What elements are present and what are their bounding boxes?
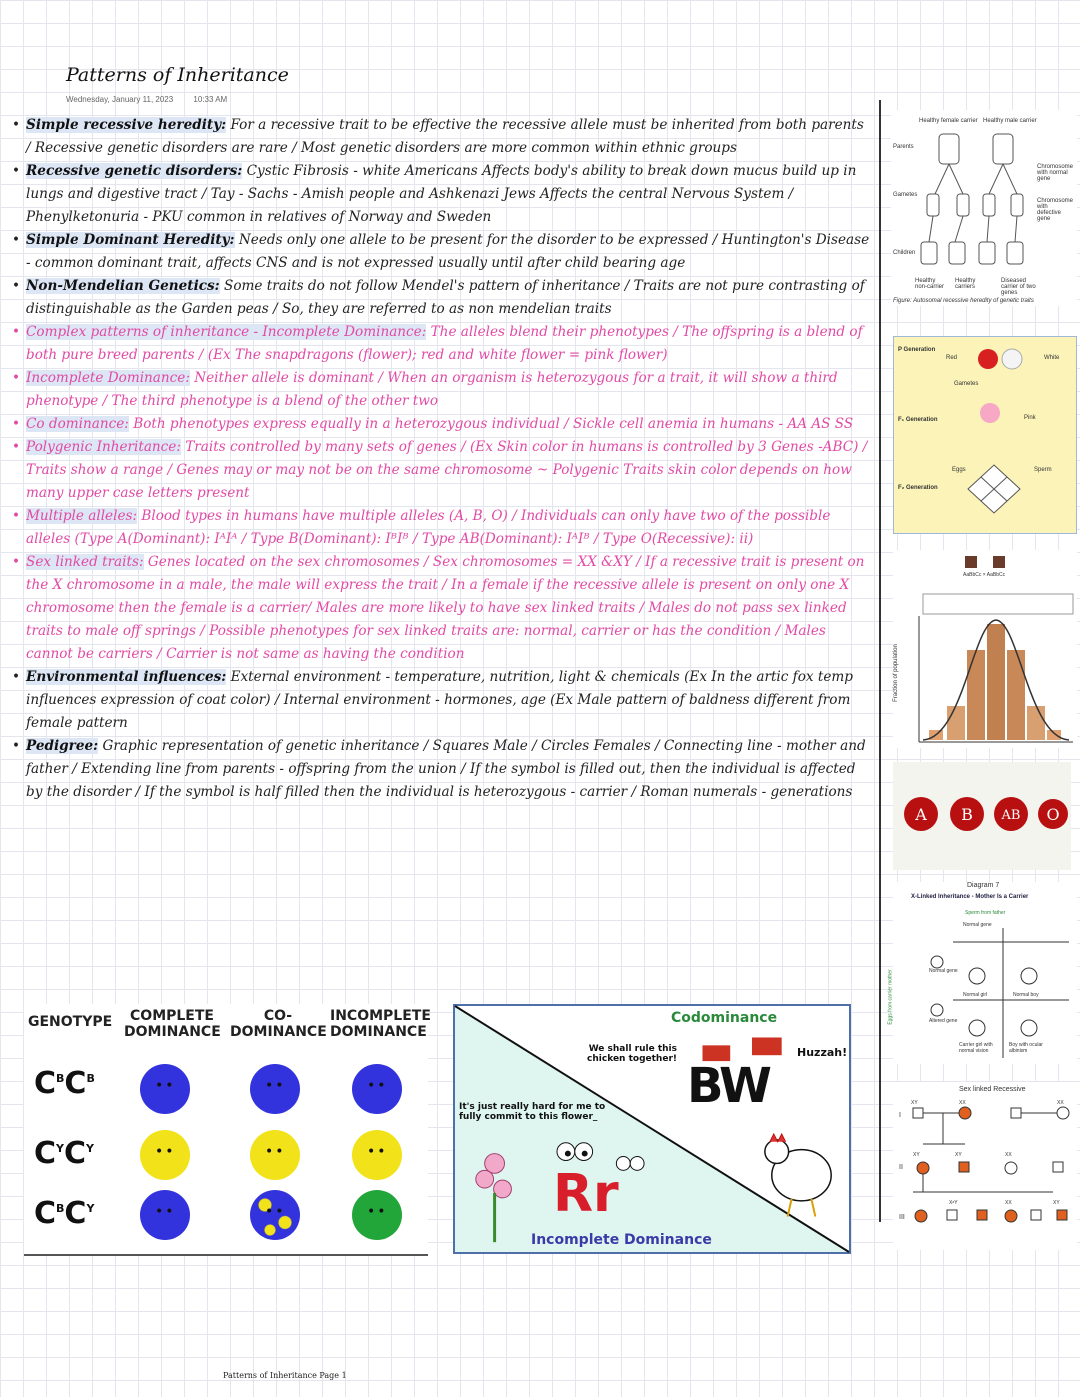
cell-albinism-boy: Boy with ocular albinism (1009, 1042, 1043, 1054)
pedigree-genotype-4: XY (913, 1152, 920, 1158)
pink-label: Pink (1024, 415, 1036, 421)
note-term: Co dominance: (26, 416, 129, 432)
svg-text:A: A (915, 805, 927, 824)
note-text: Neither allele is dominant / When an organism is heterozygous for a trait, it will show a third phenotype / The third phenotype is a blend of the other two (26, 370, 838, 409)
note-codominance (10, 413, 870, 436)
yellow-flower-incomplete (352, 1130, 402, 1180)
note-term: Polygenic Inheritance: (26, 439, 181, 455)
note-text: Graphic representation of genetic inheritance / Squares Male / Circles Females / Connecting line - mother and father / Extending line from parents - offspring from the union / If the symbol is filled out, then the individual is affected by the disorder / If the symbol is half filled then the individual is heterozygous - carrier / Roman numerals - generations (26, 738, 866, 800)
note-term: Multiple alleles: (26, 508, 138, 524)
note-text: Genes located on the sex chromosomes / Sex chromosomes = XX &XY / If a recessive trait is present on the X chromosome in a male, the male will express the trait / In a female if the recessive allele is present on only one X chromosome then the female is a carrier/ Males are more likely to have sex linked traits / Males do not pass sex linked traits to male off springs / Possible phenotypes for sex linked traits are: normal, carrier or has the condition / Males cannot be carriers / Carrier is not same as having the condition (26, 554, 865, 662)
polygenic-ylabel: Fraction of population (892, 644, 899, 702)
page-date: Wednesday, January 11, 2023 (66, 95, 174, 104)
svg-text:O: O (1046, 805, 1060, 824)
note-environmental (10, 666, 870, 735)
note-text: The alleles blend their phenotypes / The offspring is a blend of both pure breed parents / (Ex The snapdragons (flower); red and white flower = pink flower) (26, 324, 863, 363)
row-label-gametes: Gametes (893, 192, 918, 198)
codominance-title: Codominance (671, 1010, 778, 1026)
genotype-row-1: $C^BC^B$ (34, 1066, 95, 1101)
p-generation-label: P Generation (898, 347, 936, 353)
genotype-row-2: $C^YC^Y$ (34, 1136, 94, 1171)
note-text: Traits controlled by many sets of genes / (Ex Skin color in humans is controlled by 3 Genes -ABC) / Traits show a range / Genes may or may not be on the same chromosome ~ Polygenic Traits skin color depends on how many upper case letters present (26, 439, 868, 501)
note-term: Pedigree: (26, 738, 99, 754)
parent-label-female: Healthy female carrier (919, 118, 978, 124)
svg-text:B: B (961, 805, 973, 824)
sex-linked-pedigree (893, 1082, 1077, 1250)
note-simple-dominant (10, 229, 870, 275)
note-term: Simple recessive heredity: (26, 117, 227, 133)
chromosome-diagram (921, 130, 1031, 280)
green-flower-incomplete (352, 1190, 402, 1240)
x-linked-inheritance-diagram (887, 882, 1077, 1064)
column-divider (879, 100, 881, 1222)
blood-type-antigens-image (893, 762, 1071, 870)
page-time: 10:33 AM (193, 95, 228, 104)
generation-i: I (899, 1112, 901, 1119)
recessive-heredity-diagram (891, 110, 1077, 306)
note-text: Some traits do not follow Mendel's pattern of inheritance / Traits are not pure contrasting of distinguishable as the Garden peas / So, they are referred to as non mendelian traits (26, 278, 865, 317)
note-text: For a recessive trait to be effective the recessive allele must be inherited from both parents / Recessive genetic disorders are rare / Most genetic disorders are more common within ethnic groups (26, 117, 864, 156)
huzzah-text: Huzzah! (797, 1046, 848, 1059)
blue-flower-complete-het (140, 1190, 190, 1240)
page-footer: Patterns of Inheritance Page 1 (223, 1371, 347, 1380)
f2-generation-label: F₂ Generation (898, 485, 938, 491)
pedigree-genotype-3: XX (1057, 1100, 1064, 1106)
polygenic-distribution-chart (893, 550, 1077, 748)
genotype-dominance-image (24, 1004, 431, 1256)
recessive-caption: Figure: Autosomal recessive heredity of genetic traits (893, 298, 1034, 304)
codominance-header: CO- DOMINANCE (230, 1008, 327, 1040)
note-text: Needs only one allele to be present for the disorder to be expressed / Huntington's Disease - common dominant trait, affects CNS and is not expressed usually until after child bearing age (26, 232, 870, 271)
pedigree-title: Sex linked Recessive (959, 1086, 1026, 1093)
rr-letters: Rr (553, 1164, 619, 1224)
spotted-flower-co (250, 1190, 300, 1240)
note-text: Cystic Fibrosis - white Americans Affects body's ability to break down mucus build up in lungs and digestive tract / Tay - Sachs - Amish people and Ashkenazi Jews Affects the central Nervous System / Phenylketonuria - PKU common in relatives of Norway and Sweden (26, 163, 857, 225)
pedigree-genotype-5: XY (955, 1152, 962, 1158)
parent-label-male: Healthy male carrier (983, 118, 1037, 124)
note-term: Environmental influences: (26, 669, 227, 685)
note-text: Blood types in humans have multiple alleles (A, B, O) / Individuals can only have two of the possible alleles (Type A(Dominant): IᴬIᴬ / Type B(Dominant): IᴮIᴮ / Type AB(Dominant): IᴬIᴮ / Type O(Recessive): ii) (26, 508, 831, 547)
blood-cells (893, 762, 1071, 870)
note-term: Incomplete Dominance: (26, 370, 190, 386)
pedigree-genotype-8: XX (1005, 1200, 1012, 1206)
cartoon-background (455, 1006, 849, 1252)
snapdragon-flowers (894, 337, 1078, 535)
gametes-label: Gametes (954, 381, 979, 387)
xlinked-title: X-Linked Inheritance - Mother Is a Carrier (911, 894, 1029, 900)
bw-letters: BW (687, 1058, 770, 1114)
notes-list (10, 114, 870, 804)
bell-curve (893, 550, 1077, 748)
red-label: Red (946, 355, 958, 361)
note-term: Non-Mendelian Genetics: (26, 278, 220, 294)
note-simple-recessive (10, 114, 870, 160)
page-datestamp (66, 95, 245, 104)
normal-gene-label: Normal gene (963, 922, 992, 928)
note-complex-patterns (10, 321, 870, 367)
pedigree-genotype-9: XY (1053, 1200, 1060, 1206)
genotype-row-3: $C^BC^Y$ (34, 1196, 95, 1231)
blue-flower-incomplete (352, 1064, 402, 1114)
incomplete-quote: It's just really hard for me to fully commit to this flower_ (459, 1102, 606, 1122)
generation-iii: III (899, 1214, 905, 1221)
row-label-parents: Parents (893, 144, 914, 150)
note-term: Simple Dominant Heredity: (26, 232, 235, 248)
svg-text:AB: AB (1001, 808, 1021, 823)
complete-dominance-header: COMPLETE DOMINANCE (124, 1008, 221, 1040)
codominance-cartoon (453, 1004, 851, 1254)
row-label-children: Children (893, 250, 916, 256)
note-incomplete-dominance (10, 367, 870, 413)
cell-normal-boy: Normal boy (1013, 992, 1039, 998)
xlinked-grid (893, 882, 1077, 1064)
genotype-header: GENOTYPE (28, 1014, 113, 1030)
note-term: Complex patterns of inheritance - Incomplete Dominance: (26, 324, 427, 340)
child-label-diseased: Diseased carrier of two genes (1001, 278, 1036, 296)
note-text: External environment - temperature, nutrition, light & chemicals (Ex In the artic fox temp influences expression of coat color) / Internal environment - hormones, age (Ex Male pattern of baldness different from female pattern (26, 669, 853, 731)
child-label-carriers: Healthy carriers (955, 278, 976, 290)
note-term: Sex linked traits: (26, 554, 144, 570)
page-title: Patterns of Inheritance (66, 64, 289, 86)
pedigree-genotype-7: XᵃY (949, 1200, 958, 1206)
incomplete-dominance-header: INCOMPLETE DOMINANCE (330, 1008, 431, 1040)
polygenic-cross: AaBbCc × AaBbCc (963, 572, 1006, 578)
note-non-mendelian (10, 275, 870, 321)
note-pedigree (10, 735, 870, 804)
eggs-from-mother: Eggs from carrier mother (887, 969, 894, 1025)
legend-defective-gene: Chromosome with defective gene (1037, 198, 1074, 222)
generation-ii: II (899, 1164, 903, 1171)
pedigree-genotype-2: XX (959, 1100, 966, 1106)
codominance-quote: We shall rule this chicken together! (587, 1044, 677, 1064)
sperm-from-father: Sperm from father (965, 910, 1006, 916)
diagram-number: Diagram 7 (967, 882, 1000, 889)
cell-normal-girl: Normal girl (963, 992, 988, 998)
cell-carrier-girl: Carrier girl with normal vision (959, 1042, 993, 1054)
eggs-label: Eggs (952, 467, 966, 473)
note-sex-linked (10, 551, 870, 666)
f1-generation-label: F₁ Generation (898, 417, 938, 423)
blue-flower-complete (140, 1064, 190, 1114)
legend-normal-gene: Chromosome with normal gene (1037, 164, 1074, 182)
note-recessive-disorders (10, 160, 870, 229)
blue-flower-co (250, 1064, 300, 1114)
note-multiple-alleles (10, 505, 870, 551)
note-text: Both phenotypes express equally in a heterozygous individual / Sickle cell anemia in humans - AA AS SS (128, 416, 854, 432)
pedigree-genotype-6: XX (1005, 1152, 1012, 1158)
child-label-noncarrier: Healthy non-carrier (915, 278, 945, 290)
note-polygenic (10, 436, 870, 505)
row-label-normal: Normal gene (929, 968, 958, 974)
yellow-flower-co (250, 1130, 300, 1180)
white-label: White (1044, 355, 1060, 361)
yellow-flower-complete (140, 1130, 190, 1180)
row-label-altered: Altered gene (929, 1018, 958, 1024)
pedigree-genotype-1: XY (911, 1100, 918, 1106)
sperm-label: Sperm (1034, 467, 1052, 473)
incomplete-dominance-subtitle: Incomplete Dominance (531, 1232, 712, 1248)
snapdragon-generations-diagram (893, 336, 1077, 534)
note-term: Recessive genetic disorders: (26, 163, 243, 179)
pedigree-tree (893, 1082, 1077, 1250)
